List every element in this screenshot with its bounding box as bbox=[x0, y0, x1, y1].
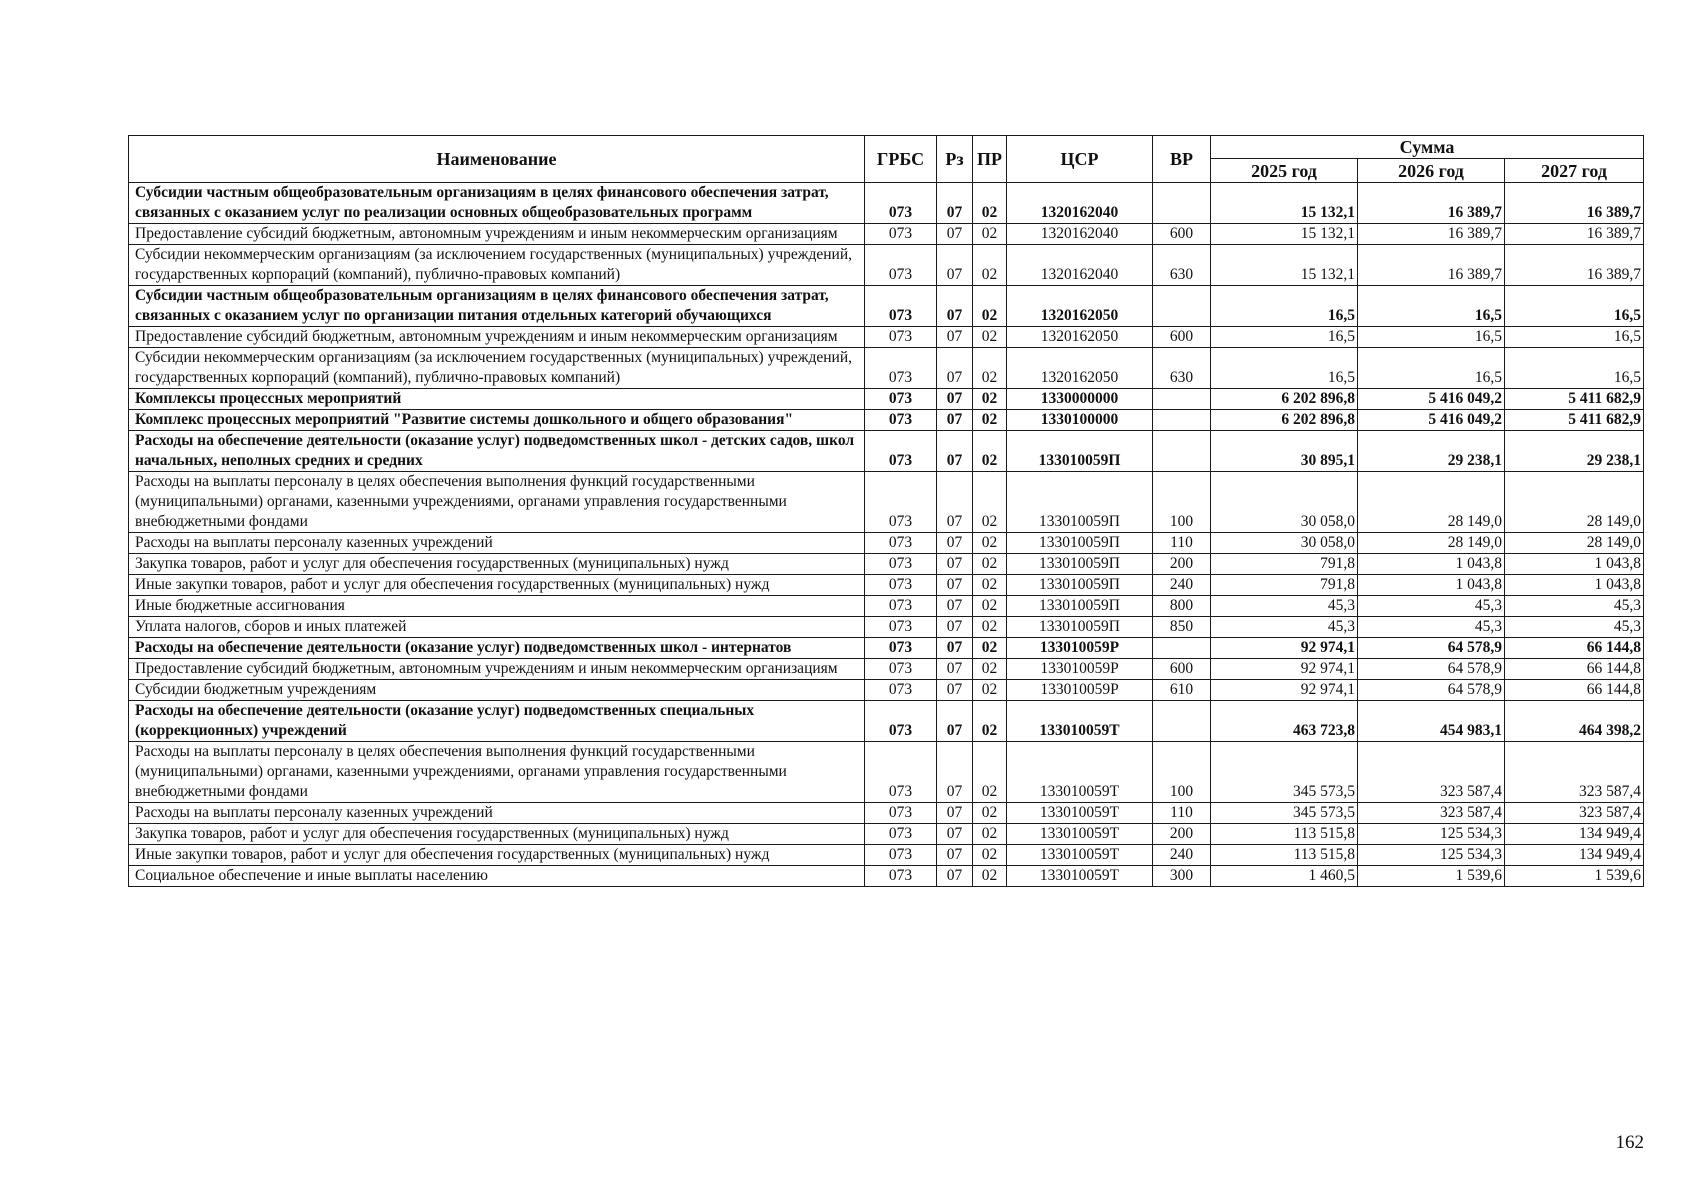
cell-csr: 133010059Т bbox=[1007, 803, 1153, 824]
cell-2026: 16 389,7 bbox=[1358, 245, 1505, 286]
cell-grbs: 073 bbox=[865, 824, 937, 845]
cell-vr: 630 bbox=[1153, 348, 1211, 389]
cell-rz: 07 bbox=[937, 617, 973, 638]
cell-csr: 1320162050 bbox=[1007, 286, 1153, 327]
cell-grbs: 073 bbox=[865, 845, 937, 866]
cell-csr: 133010059П bbox=[1007, 431, 1153, 472]
cell-csr: 133010059Т bbox=[1007, 824, 1153, 845]
cell-2025: 92 974,1 bbox=[1211, 638, 1358, 659]
cell-2027: 134 949,4 bbox=[1505, 824, 1644, 845]
cell-grbs: 073 bbox=[865, 554, 937, 575]
cell-grbs: 073 bbox=[865, 224, 937, 245]
table-row bbox=[129, 472, 1644, 533]
header-year-2025: 2025 год bbox=[1211, 159, 1358, 183]
cell-rz: 07 bbox=[937, 575, 973, 596]
cell-vr: 300 bbox=[1153, 866, 1211, 887]
header-csr: ЦСР bbox=[1007, 136, 1153, 183]
cell-vr bbox=[1153, 638, 1211, 659]
cell-rz: 07 bbox=[937, 348, 973, 389]
cell-2026: 45,3 bbox=[1358, 617, 1505, 638]
cell-csr: 1330100000 bbox=[1007, 410, 1153, 431]
cell-2027: 1 043,8 bbox=[1505, 554, 1644, 575]
table-row bbox=[129, 638, 1644, 659]
table-body bbox=[129, 183, 1644, 887]
header-grbs: ГРБС bbox=[865, 136, 937, 183]
cell-2027: 323 587,4 bbox=[1505, 742, 1644, 803]
cell-2026: 29 238,1 bbox=[1358, 431, 1505, 472]
table-row bbox=[129, 533, 1644, 554]
cell-2025: 345 573,5 bbox=[1211, 742, 1358, 803]
table-row bbox=[129, 431, 1644, 472]
cell-2026: 125 534,3 bbox=[1358, 824, 1505, 845]
cell-grbs: 073 bbox=[865, 389, 937, 410]
cell-vr: 240 bbox=[1153, 575, 1211, 596]
cell-csr: 133010059Р bbox=[1007, 680, 1153, 701]
cell-grbs: 073 bbox=[865, 286, 937, 327]
cell-2025: 45,3 bbox=[1211, 596, 1358, 617]
table-row bbox=[129, 617, 1644, 638]
cell-grbs: 073 bbox=[865, 866, 937, 887]
table-row bbox=[129, 554, 1644, 575]
cell-pr: 02 bbox=[973, 389, 1007, 410]
cell-pr: 02 bbox=[973, 824, 1007, 845]
cell-name: Расходы на выплаты персоналу в целях обеспечения выполнения функций государственными (муниципальными) органами, казенными учреждениями, органами управления государственными внебюджетными фондами bbox=[129, 472, 865, 533]
cell-csr: 133010059П bbox=[1007, 596, 1153, 617]
cell-name: Предоставление субсидий бюджетным, автономным учреждениям и иным некоммерческим организациям bbox=[129, 224, 865, 245]
cell-name: Иные закупки товаров, работ и услуг для обеспечения государственных (муниципальных) нужд bbox=[129, 575, 865, 596]
table-row bbox=[129, 224, 1644, 245]
cell-rz: 07 bbox=[937, 659, 973, 680]
cell-name: Субсидии бюджетным учреждениям bbox=[129, 680, 865, 701]
cell-grbs: 073 bbox=[865, 183, 937, 224]
cell-rz: 07 bbox=[937, 701, 973, 742]
cell-grbs: 073 bbox=[865, 410, 937, 431]
table-row bbox=[129, 845, 1644, 866]
header-name: Наименование bbox=[129, 136, 865, 183]
cell-2026: 323 587,4 bbox=[1358, 803, 1505, 824]
cell-grbs: 073 bbox=[865, 659, 937, 680]
cell-csr: 133010059Т bbox=[1007, 742, 1153, 803]
cell-vr: 100 bbox=[1153, 472, 1211, 533]
table-row bbox=[129, 824, 1644, 845]
cell-grbs: 073 bbox=[865, 680, 937, 701]
cell-vr: 240 bbox=[1153, 845, 1211, 866]
cell-2025: 15 132,1 bbox=[1211, 183, 1358, 224]
cell-grbs: 073 bbox=[865, 701, 937, 742]
cell-csr: 133010059Т bbox=[1007, 866, 1153, 887]
cell-pr: 02 bbox=[973, 803, 1007, 824]
cell-2027: 28 149,0 bbox=[1505, 533, 1644, 554]
cell-pr: 02 bbox=[973, 183, 1007, 224]
cell-name: Субсидии частным общеобразовательным организациям в целях финансового обеспечения затрат, связанных с оказанием услуг по реализации основных общеобразовательных программ bbox=[129, 183, 865, 224]
cell-name: Социальное обеспечение и иные выплаты населению bbox=[129, 866, 865, 887]
cell-rz: 07 bbox=[937, 327, 973, 348]
cell-2026: 1 043,8 bbox=[1358, 554, 1505, 575]
cell-name: Предоставление субсидий бюджетным, автономным учреждениям и иным некоммерческим организациям bbox=[129, 659, 865, 680]
cell-grbs: 073 bbox=[865, 617, 937, 638]
cell-2026: 64 578,9 bbox=[1358, 680, 1505, 701]
cell-vr bbox=[1153, 286, 1211, 327]
cell-2027: 45,3 bbox=[1505, 596, 1644, 617]
page-number: 162 bbox=[1615, 1132, 1644, 1153]
cell-2027: 29 238,1 bbox=[1505, 431, 1644, 472]
cell-vr bbox=[1153, 431, 1211, 472]
cell-2025: 16,5 bbox=[1211, 286, 1358, 327]
table-row bbox=[129, 803, 1644, 824]
cell-2026: 323 587,4 bbox=[1358, 742, 1505, 803]
cell-pr: 02 bbox=[973, 659, 1007, 680]
cell-pr: 02 bbox=[973, 533, 1007, 554]
cell-pr: 02 bbox=[973, 866, 1007, 887]
cell-2025: 92 974,1 bbox=[1211, 659, 1358, 680]
cell-vr bbox=[1153, 389, 1211, 410]
cell-vr: 800 bbox=[1153, 596, 1211, 617]
cell-2027: 134 949,4 bbox=[1505, 845, 1644, 866]
cell-2026: 28 149,0 bbox=[1358, 472, 1505, 533]
cell-2025: 16,5 bbox=[1211, 348, 1358, 389]
cell-name: Иные закупки товаров, работ и услуг для обеспечения государственных (муниципальных) нужд bbox=[129, 845, 865, 866]
cell-csr: 133010059Т bbox=[1007, 701, 1153, 742]
cell-rz: 07 bbox=[937, 245, 973, 286]
cell-2026: 5 416 049,2 bbox=[1358, 389, 1505, 410]
cell-vr: 600 bbox=[1153, 224, 1211, 245]
cell-2025: 791,8 bbox=[1211, 575, 1358, 596]
cell-vr: 100 bbox=[1153, 742, 1211, 803]
cell-2027: 66 144,8 bbox=[1505, 638, 1644, 659]
cell-2026: 5 416 049,2 bbox=[1358, 410, 1505, 431]
table-row bbox=[129, 680, 1644, 701]
cell-name: Расходы на выплаты персоналу казенных учреждений bbox=[129, 803, 865, 824]
cell-name: Расходы на выплаты персоналу казенных учреждений bbox=[129, 533, 865, 554]
table-row bbox=[129, 410, 1644, 431]
cell-pr: 02 bbox=[973, 554, 1007, 575]
cell-name: Расходы на обеспечение деятельности (оказание услуг) подведомственных школ - интернатов bbox=[129, 638, 865, 659]
header-vr: ВР bbox=[1153, 136, 1211, 183]
cell-rz: 07 bbox=[937, 824, 973, 845]
cell-2027: 16,5 bbox=[1505, 348, 1644, 389]
cell-csr: 133010059Р bbox=[1007, 638, 1153, 659]
cell-grbs: 073 bbox=[865, 431, 937, 472]
cell-2025: 6 202 896,8 bbox=[1211, 389, 1358, 410]
cell-rz: 07 bbox=[937, 224, 973, 245]
cell-pr: 02 bbox=[973, 286, 1007, 327]
table-header bbox=[129, 136, 1644, 183]
cell-name: Закупка товаров, работ и услуг для обеспечения государственных (муниципальных) нужд bbox=[129, 554, 865, 575]
cell-rz: 07 bbox=[937, 533, 973, 554]
cell-rz: 07 bbox=[937, 410, 973, 431]
table-row bbox=[129, 742, 1644, 803]
cell-csr: 133010059Т bbox=[1007, 845, 1153, 866]
header-rz: Рз bbox=[937, 136, 973, 183]
cell-2025: 15 132,1 bbox=[1211, 224, 1358, 245]
cell-pr: 02 bbox=[973, 638, 1007, 659]
table-row bbox=[129, 866, 1644, 887]
cell-2027: 323 587,4 bbox=[1505, 803, 1644, 824]
cell-2025: 6 202 896,8 bbox=[1211, 410, 1358, 431]
cell-2026: 64 578,9 bbox=[1358, 659, 1505, 680]
cell-2027: 16 389,7 bbox=[1505, 183, 1644, 224]
cell-csr: 1320162040 bbox=[1007, 245, 1153, 286]
cell-2027: 1 043,8 bbox=[1505, 575, 1644, 596]
cell-2026: 45,3 bbox=[1358, 596, 1505, 617]
cell-vr: 200 bbox=[1153, 554, 1211, 575]
cell-grbs: 073 bbox=[865, 327, 937, 348]
cell-grbs: 073 bbox=[865, 472, 937, 533]
cell-2026: 454 983,1 bbox=[1358, 701, 1505, 742]
table-row bbox=[129, 183, 1644, 224]
cell-2026: 16,5 bbox=[1358, 286, 1505, 327]
cell-pr: 02 bbox=[973, 245, 1007, 286]
cell-2025: 30 058,0 bbox=[1211, 533, 1358, 554]
cell-csr: 1320162050 bbox=[1007, 327, 1153, 348]
cell-name: Субсидии некоммерческим организациям (за исключением государственных (муниципальных) учреждений, государственных корпораций (компаний), публично-правовых компаний) bbox=[129, 348, 865, 389]
cell-rz: 07 bbox=[937, 554, 973, 575]
cell-name: Предоставление субсидий бюджетным, автономным учреждениям и иным некоммерческим организациям bbox=[129, 327, 865, 348]
cell-2025: 113 515,8 bbox=[1211, 845, 1358, 866]
cell-2026: 125 534,3 bbox=[1358, 845, 1505, 866]
cell-grbs: 073 bbox=[865, 348, 937, 389]
cell-2027: 28 149,0 bbox=[1505, 472, 1644, 533]
cell-csr: 133010059П bbox=[1007, 554, 1153, 575]
cell-csr: 133010059П bbox=[1007, 617, 1153, 638]
cell-csr: 133010059П bbox=[1007, 575, 1153, 596]
cell-rz: 07 bbox=[937, 866, 973, 887]
cell-name: Расходы на выплаты персоналу в целях обеспечения выполнения функций государственными (муниципальными) органами, казенными учреждениями, органами управления государственными внебюджетными фондами bbox=[129, 742, 865, 803]
cell-vr: 200 bbox=[1153, 824, 1211, 845]
cell-pr: 02 bbox=[973, 575, 1007, 596]
cell-pr: 02 bbox=[973, 680, 1007, 701]
cell-2027: 66 144,8 bbox=[1505, 680, 1644, 701]
cell-csr: 133010059П bbox=[1007, 472, 1153, 533]
cell-2026: 64 578,9 bbox=[1358, 638, 1505, 659]
cell-name: Комплексы процессных мероприятий bbox=[129, 389, 865, 410]
cell-2026: 16,5 bbox=[1358, 348, 1505, 389]
cell-name: Закупка товаров, работ и услуг для обеспечения государственных (муниципальных) нужд bbox=[129, 824, 865, 845]
cell-vr: 110 bbox=[1153, 803, 1211, 824]
cell-2027: 16,5 bbox=[1505, 286, 1644, 327]
cell-rz: 07 bbox=[937, 431, 973, 472]
cell-vr: 610 bbox=[1153, 680, 1211, 701]
table-row bbox=[129, 596, 1644, 617]
cell-pr: 02 bbox=[973, 701, 1007, 742]
cell-2027: 464 398,2 bbox=[1505, 701, 1644, 742]
cell-2027: 16 389,7 bbox=[1505, 224, 1644, 245]
cell-rz: 07 bbox=[937, 742, 973, 803]
cell-vr: 600 bbox=[1153, 327, 1211, 348]
cell-2026: 16 389,7 bbox=[1358, 183, 1505, 224]
cell-2027: 45,3 bbox=[1505, 617, 1644, 638]
header-year-2026: 2026 год bbox=[1358, 159, 1505, 183]
cell-2025: 463 723,8 bbox=[1211, 701, 1358, 742]
cell-2025: 30 895,1 bbox=[1211, 431, 1358, 472]
cell-pr: 02 bbox=[973, 431, 1007, 472]
cell-grbs: 073 bbox=[865, 575, 937, 596]
cell-grbs: 073 bbox=[865, 533, 937, 554]
header-sum: Сумма bbox=[1211, 136, 1644, 159]
cell-pr: 02 bbox=[973, 224, 1007, 245]
cell-rz: 07 bbox=[937, 389, 973, 410]
cell-2025: 16,5 bbox=[1211, 327, 1358, 348]
cell-grbs: 073 bbox=[865, 803, 937, 824]
cell-vr: 630 bbox=[1153, 245, 1211, 286]
cell-2027: 16 389,7 bbox=[1505, 245, 1644, 286]
cell-name: Субсидии некоммерческим организациям (за исключением государственных (муниципальных) учреждений, государственных корпораций (компаний), публично-правовых компаний) bbox=[129, 245, 865, 286]
cell-rz: 07 bbox=[937, 845, 973, 866]
cell-rz: 07 bbox=[937, 286, 973, 327]
cell-name: Расходы на обеспечение деятельности (оказание услуг) подведомственных специальных (коррекционных) учреждений bbox=[129, 701, 865, 742]
cell-name: Иные бюджетные ассигнования bbox=[129, 596, 865, 617]
cell-csr: 133010059П bbox=[1007, 533, 1153, 554]
table-row bbox=[129, 575, 1644, 596]
header-pr: ПР bbox=[973, 136, 1007, 183]
cell-2025: 92 974,1 bbox=[1211, 680, 1358, 701]
cell-2026: 28 149,0 bbox=[1358, 533, 1505, 554]
table-row bbox=[129, 659, 1644, 680]
table-row bbox=[129, 286, 1644, 327]
cell-pr: 02 bbox=[973, 348, 1007, 389]
cell-vr bbox=[1153, 410, 1211, 431]
cell-pr: 02 bbox=[973, 617, 1007, 638]
cell-rz: 07 bbox=[937, 638, 973, 659]
cell-csr: 1320162040 bbox=[1007, 224, 1153, 245]
cell-rz: 07 bbox=[937, 680, 973, 701]
cell-csr: 1320162040 bbox=[1007, 183, 1153, 224]
cell-2025: 113 515,8 bbox=[1211, 824, 1358, 845]
header-year-2027: 2027 год bbox=[1505, 159, 1644, 183]
table-row bbox=[129, 701, 1644, 742]
cell-pr: 02 bbox=[973, 742, 1007, 803]
budget-table bbox=[128, 135, 1644, 887]
cell-rz: 07 bbox=[937, 596, 973, 617]
cell-csr: 1330000000 bbox=[1007, 389, 1153, 410]
cell-name: Уплата налогов, сборов и иных платежей bbox=[129, 617, 865, 638]
cell-vr: 850 bbox=[1153, 617, 1211, 638]
cell-2027: 5 411 682,9 bbox=[1505, 389, 1644, 410]
cell-rz: 07 bbox=[937, 803, 973, 824]
cell-2027: 1 539,6 bbox=[1505, 866, 1644, 887]
cell-csr: 133010059Р bbox=[1007, 659, 1153, 680]
cell-grbs: 073 bbox=[865, 742, 937, 803]
cell-vr: 600 bbox=[1153, 659, 1211, 680]
cell-name: Расходы на обеспечение деятельности (оказание услуг) подведомственных школ - детских садов, школ начальных, неполных средних и средних bbox=[129, 431, 865, 472]
cell-2026: 1 539,6 bbox=[1358, 866, 1505, 887]
cell-pr: 02 bbox=[973, 410, 1007, 431]
cell-2025: 15 132,1 bbox=[1211, 245, 1358, 286]
cell-pr: 02 bbox=[973, 845, 1007, 866]
cell-rz: 07 bbox=[937, 183, 973, 224]
cell-grbs: 073 bbox=[865, 638, 937, 659]
cell-2027: 16,5 bbox=[1505, 327, 1644, 348]
table-row bbox=[129, 327, 1644, 348]
table-row bbox=[129, 245, 1644, 286]
cell-vr bbox=[1153, 701, 1211, 742]
cell-2027: 5 411 682,9 bbox=[1505, 410, 1644, 431]
cell-rz: 07 bbox=[937, 472, 973, 533]
cell-2026: 16,5 bbox=[1358, 327, 1505, 348]
cell-pr: 02 bbox=[973, 472, 1007, 533]
cell-csr: 1320162050 bbox=[1007, 348, 1153, 389]
cell-name: Субсидии частным общеобразовательным организациям в целях финансового обеспечения затрат, связанных с оказанием услуг по организации питания отдельных категорий обучающихся bbox=[129, 286, 865, 327]
cell-2025: 791,8 bbox=[1211, 554, 1358, 575]
cell-vr: 110 bbox=[1153, 533, 1211, 554]
cell-2025: 1 460,5 bbox=[1211, 866, 1358, 887]
cell-pr: 02 bbox=[973, 596, 1007, 617]
cell-vr bbox=[1153, 183, 1211, 224]
cell-2027: 66 144,8 bbox=[1505, 659, 1644, 680]
cell-2026: 1 043,8 bbox=[1358, 575, 1505, 596]
cell-grbs: 073 bbox=[865, 245, 937, 286]
cell-pr: 02 bbox=[973, 327, 1007, 348]
cell-2026: 16 389,7 bbox=[1358, 224, 1505, 245]
cell-grbs: 073 bbox=[865, 596, 937, 617]
cell-2025: 30 058,0 bbox=[1211, 472, 1358, 533]
table-row bbox=[129, 348, 1644, 389]
table-row bbox=[129, 389, 1644, 410]
cell-2025: 345 573,5 bbox=[1211, 803, 1358, 824]
cell-2025: 45,3 bbox=[1211, 617, 1358, 638]
cell-name: Комплекс процессных мероприятий "Развитие системы дошкольного и общего образования" bbox=[129, 410, 865, 431]
